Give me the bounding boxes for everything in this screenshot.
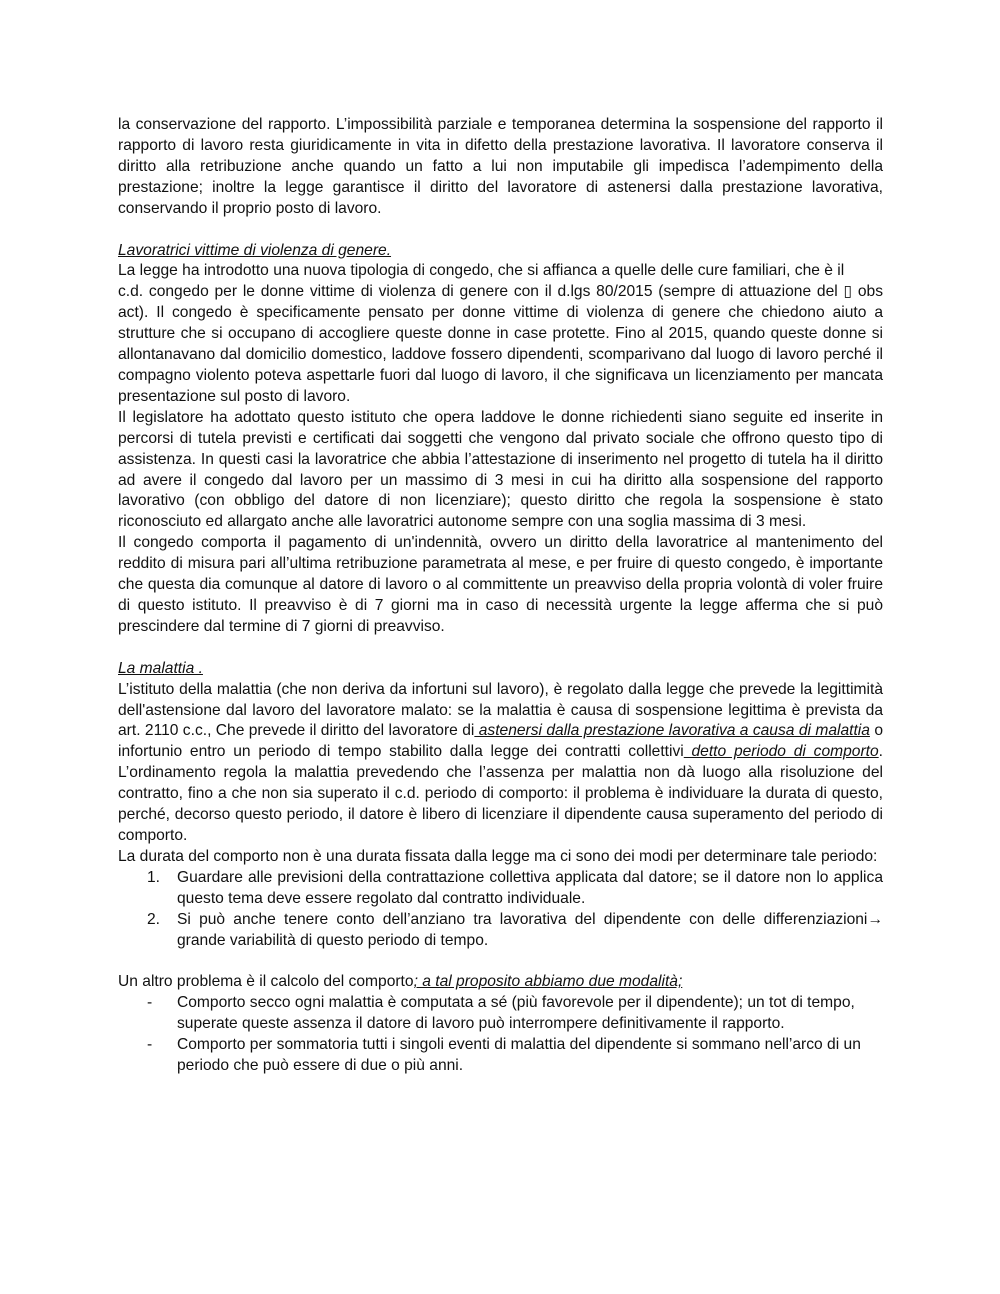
violenza-paragraph-3: Il congedo comporta il pagamento di un'indennità, ovvero un diritto della lavoratrice al mantenimento del reddito di misura pari all’ultima retribuzione parametrata al mese, e per fruire di questo congedo, è importante che questa dia comunque al datore di lavoro o al committente un preavviso della propria volontà di voler fruire di questo istituto. Il preavviso è di 7 giorni ma in caso di necessità urgente la legge afferma che si può prescindere dal termine di 7 giorni di preavviso. — [118, 534, 883, 635]
emphasis-modalita: ; a tal proposito abbiamo due modalità; — [413, 973, 683, 991]
spacer — [118, 638, 883, 659]
list-item-text: Comporto secco ogni malattia è computata a sé (più favorevole per il dipendente); un tot di tempo, superate queste assenza il datore di lavoro può interrompere definitivamente il rapporto. — [177, 994, 855, 1033]
list-item — [118, 910, 883, 952]
spacer — [118, 951, 883, 972]
bullet-dash: - — [147, 1036, 153, 1054]
bullet-list — [118, 993, 883, 1077]
list-item — [118, 1035, 883, 1077]
list-item-text: Comporto per sommatoria tutti i singoli eventi di malattia del dipendente si sommano nell’arco di un periodo che può essere di due o più anni. — [177, 1036, 861, 1075]
emphasis-periodo-comporto: detto periodo di comporto — [683, 743, 879, 761]
malattia-text: . L’ordinamento regola la malattia prevedendo che l’assenza per malattia non dà luogo alla risoluzione del contratto, fino a che non sia superato il c.d. periodo di comporto: il problema è individuare la durata di questo, perché, decorso questo periodo, il datore è libero di licenziare il dipendente causa superamento del periodo di comporto. — [118, 743, 884, 844]
document-page — [118, 115, 883, 1077]
malattia-paragraph-2: La durata del comporto non è una durata fissata dalla legge ma ci sono dei modi per determinare tale periodo: — [118, 847, 878, 865]
malattia-text: o infortunio entro un periodo di tempo stabilito dalla legge dei contratti collettivi — [118, 722, 884, 761]
section-heading-malattia: La malattia . — [118, 659, 203, 677]
malattia-paragraph-3 — [118, 972, 883, 993]
list-item-text: Guardare alle previsioni della contrattazione collettiva applicata dal datore; se il datore non lo applica questo tema deve essere regolato dal contratto individuale. — [177, 868, 883, 907]
malattia-text: L’istituto della malattia (che non deriva da infortuni sul lavoro), è regolato dalla legge che prevede la legittimità dell'astensione dal lavoro del lavoratore malato: se la malattia è causa di sospensione legittima è prevista da art. 2110 c.c., Che prevede il diritto del lavoratore di — [118, 680, 883, 740]
violenza-paragraph-2: Il legislatore ha adottato questo istituto che opera laddove le donne richiedenti siano seguite ed inserite in percorsi di tutela previsti e certificati dai soggetti che vengono dal privato sociale che offrono questo tipo di assistenza. In questi casi la lavoratrice che abbia l’attestazione di inserimento nel progetto di tutela ha il diritto ad avere il congedo dal lavoro per un massimo di 3 mesi in cui ha diritto alla sospensione del rapporto lavorativo (con obbligo del datore di non licenziare); questo diritto che regola la sospensione è stato riconosciuto ed allargato anche alle lavoratrici autonome sempre con una soglia massima di 3 mesi. — [118, 408, 883, 531]
malattia-text: Un altro problema è il calcolo del comporto — [118, 973, 414, 991]
paragraph-intro: la conservazione del rapporto. L’impossibilità parziale e temporanea determina la sospensione del rapporto il rapporto di lavoro resta giuridicamente in vita in difetto della prestazione lavorativa. Il lavoratore conserva il diritto alla retribuzione anche quando un fatto a lui non imputabile gli impedisca l’adempimento della prestazione; inoltre la legge garantisce il diritto del lavoratore di astenersi dalla prestazione lavorativa, conservando il proprio posto di lavoro. — [118, 116, 883, 217]
list-item — [118, 868, 883, 910]
malattia-paragraph-1 — [118, 680, 883, 847]
list-item — [118, 993, 883, 1035]
violenza-paragraph-1-line-1: La legge ha introdotto una nuova tipologia di congedo, che si affianca a quelle delle cure familiari, che è il — [118, 262, 845, 280]
list-number: 2. — [147, 910, 161, 928]
emphasis-astenersi: astenersi dalla prestazione lavorativa a causa di malattia — [474, 722, 870, 740]
section-heading-violenza: Lavoratrici vittime di violenza di genere. — [118, 241, 392, 259]
spacer — [118, 220, 883, 241]
numbered-list — [118, 868, 883, 952]
list-item-text: Si può anche tenere conto dell’anziano tra lavorativa del dipendente con delle differenziazioni→ grande variabilità di questo periodo di tempo. — [177, 910, 883, 949]
bullet-dash: - — [147, 994, 153, 1012]
violenza-paragraph-1: c.d. congedo per le donne vittime di violenza di genere con il d.lgs 80/2015 (sempre di attuazione del ▯ obs act). Il congedo è specificamente pensato per donne vittime di violenza di genere che chiedono aiuto a strutture che si occupano di accogliere queste donne in case protette. Fino al 2015, quando queste donne si allontanavano dal domicilio domestico, laddove fossero dipendenti, scomparivano dal luogo di lavoro perché il compagno violento poteva aspettarle fuori dal luogo di lavoro, il che significava un licenziamento per mancata presentazione sul posto di lavoro. — [118, 283, 883, 405]
list-number: 1. — [147, 868, 161, 886]
